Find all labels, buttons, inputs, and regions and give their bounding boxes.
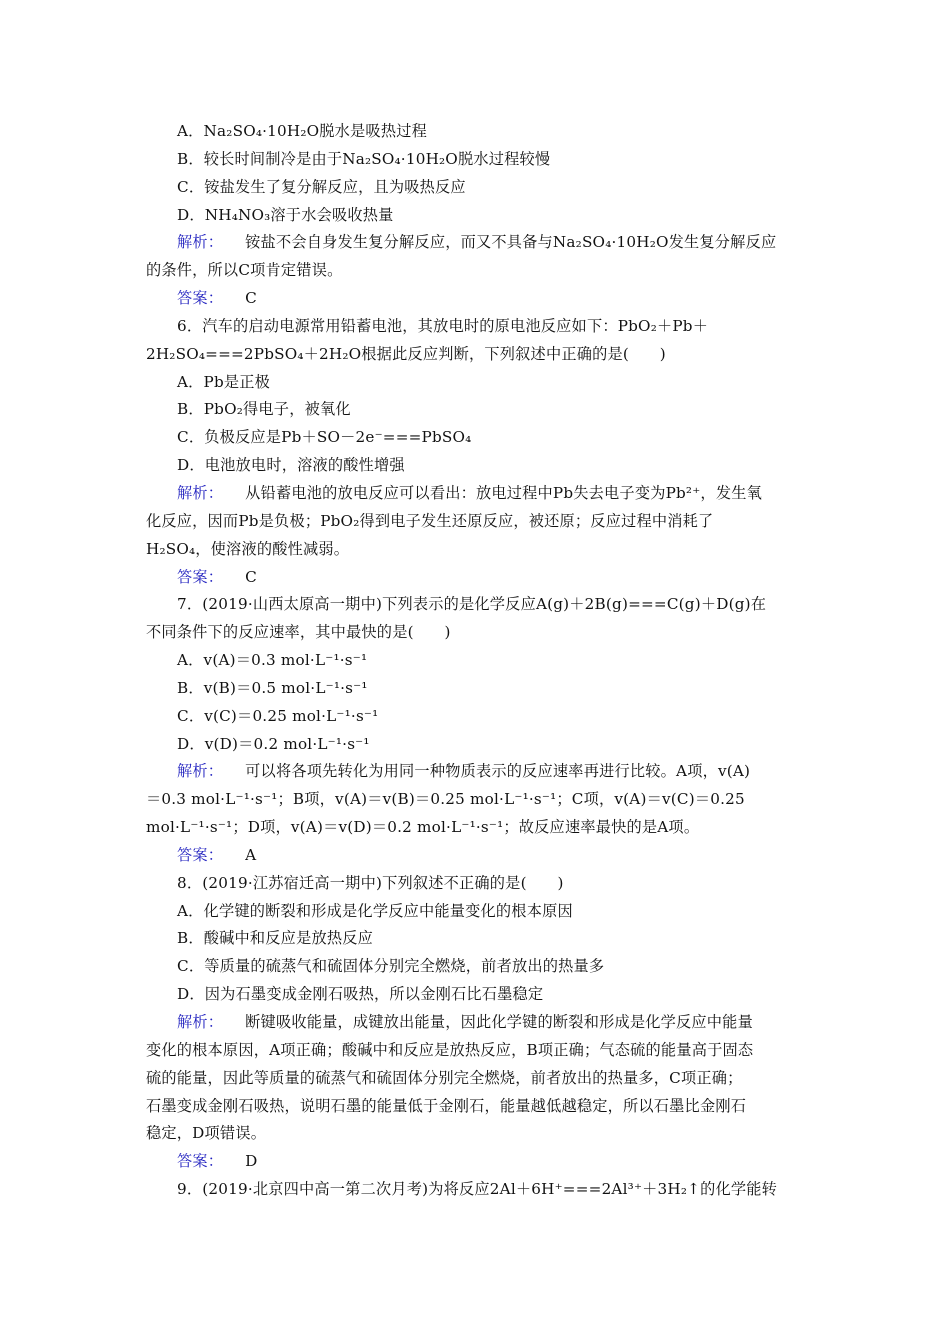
q5-option-c: C．铵盐发生了复分解反应，且为吸热反应 [177,177,466,196]
q8-option-b: B．酸碱中和反应是放热反应 [177,929,374,948]
q8-option-c: C．等质量的硫蒸气和硫固体分别完全燃烧，前者放出的热量多 [177,957,605,976]
q8-analysis-cont2: 硫的能量，因此等质量的硫蒸气和硫固体分别完全燃烧，前者放出的热量多，C项正确； [146,1068,743,1087]
q6-answer: C [245,567,257,586]
q6-answer-line [146,564,810,592]
q7-analysis-line [146,758,810,786]
q7-option-a: A．v(A)＝0.3 mol·L⁻¹·s⁻¹ [177,651,368,670]
q8-analysis-cont3: 石墨变成金刚石吸热，说明石墨的能量低于金刚石，能量越低越稳定，所以石墨比金刚石 [146,1096,747,1115]
q7-answer-line [146,842,810,870]
q8-answer-line [146,1148,810,1176]
q5-analysis-text: 铵盐不会自身发生复分解反应，而又不具备与Na₂SO₄·10H₂O发生复分解反应 [245,233,777,252]
q8-option-d: D．因为石墨变成金刚石吸热，所以金刚石比石墨稳定 [177,985,544,1004]
q7-answer: A [245,845,257,864]
q8-option-a: A．化学键的断裂和形成是化学反应中能量变化的根本原因 [177,901,573,920]
q7-option-c: C．v(C)＝0.25 mol·L⁻¹·s⁻¹ [177,706,379,725]
q6-analysis-cont: 化反应，因而Pb是负极；PbO₂得到电子发生还原反应，被还原；反应过程中消耗了 [146,511,714,530]
q5-analysis-line [146,229,810,257]
q5-answer: C [245,289,257,308]
q7-option-b: B．v(B)＝0.5 mol·L⁻¹·s⁻¹ [177,678,368,697]
q6-option-c: C．负极反应是Pb＋SO－2e⁻===PbSO₄ [177,428,472,447]
q6-analysis-cont2: H₂SO₄，使溶液的酸性减弱。 [146,539,350,558]
q7-stem: 7．(2019·山西太原高一期中)下列表示的是化学反应A(g)＋2B(g)===C(g)＋D(g)在 [177,595,767,614]
q8-answer: D [245,1152,258,1171]
q8-stem: 8．(2019·江苏宿迁高一期中)下列叙述不正确的是( ) [177,873,564,892]
analysis-label: 解析： [177,1013,224,1031]
q9-stem: 9．(2019·北京四中高一第二次月考)为将反应2Al＋6H⁺===2Al³⁺＋3H₂↑的化学能转 [177,1180,778,1199]
q7-option-d: D．v(D)＝0.2 mol·L⁻¹·s⁻¹ [177,734,370,753]
q7-analysis-cont: ＝0.3 mol·L⁻¹·s⁻¹；B项，v(A)＝v(B)＝0.25 mol·L⁻¹·s⁻¹；C项，v(A)＝v(C)＝0.25 [146,790,745,809]
q5-option-d: D．NH₄NO₃溶于水会吸收热量 [177,205,394,224]
q6-stem-cont: 2H₂SO₄===2PbSO₄＋2H₂O根据此反应判断，下列叙述中正确的是( ) [146,344,666,363]
q8-analysis-text: 断键吸收能量，成键放出能量，因此化学键的断裂和形成是化学反应中能量 [245,1013,753,1031]
q8-analysis-cont: 变化的根本原因，A项正确；酸碱中和反应是放热反应，B项正确；气态硫的能量高于固态 [146,1040,754,1059]
q7-analysis-cont2: mol·L⁻¹·s⁻¹；D项，v(A)＝v(D)＝0.2 mol·L⁻¹·s⁻¹；故反应速率最快的是A项。 [146,818,700,837]
q8-analysis-line [146,1009,810,1037]
q5-analysis-cont: 的条件，所以C项肯定错误。 [146,261,343,280]
answer-label: 答案： [177,567,224,586]
analysis-label: 解析： [177,762,224,781]
q6-analysis-text: 从铅蓄电池的放电反应可以看出：放电过程中Pb失去电子变为Pb²⁺，发生氧 [245,483,762,502]
q8-analysis-cont4: 稳定，D项错误。 [146,1124,267,1143]
q6-stem: 6．汽车的启动电源常用铅蓄电池，其放电时的原电池反应如下：PbO₂＋Pb＋ [177,316,709,335]
q7-stem-cont: 不同条件下的反应速率，其中最快的是( ) [146,623,451,642]
q7-analysis-text: 可以将各项先转化为用同一种物质表示的反应速率再进行比较。A项，v(A) [245,762,751,781]
q5-answer-line [146,285,810,313]
answer-label: 答案： [177,1152,224,1171]
document-page [146,118,810,1204]
q5-option-b: B．较长时间制冷是由于Na₂SO₄·10H₂O脱水过程较慢 [177,149,551,168]
answer-label: 答案： [177,845,224,864]
q6-option-d: D．电池放电时，溶液的酸性增强 [177,456,405,475]
q6-analysis-line [146,480,810,508]
analysis-label: 解析： [177,483,224,502]
analysis-label: 解析： [177,233,224,252]
q6-option-b: B．PbO₂得电子，被氧化 [177,400,351,419]
answer-label: 答案： [177,289,224,308]
q6-option-a: A．Pb是正极 [177,372,271,391]
q5-option-a: A．Na₂SO₄·10H₂O脱水是吸热过程 [177,122,427,140]
